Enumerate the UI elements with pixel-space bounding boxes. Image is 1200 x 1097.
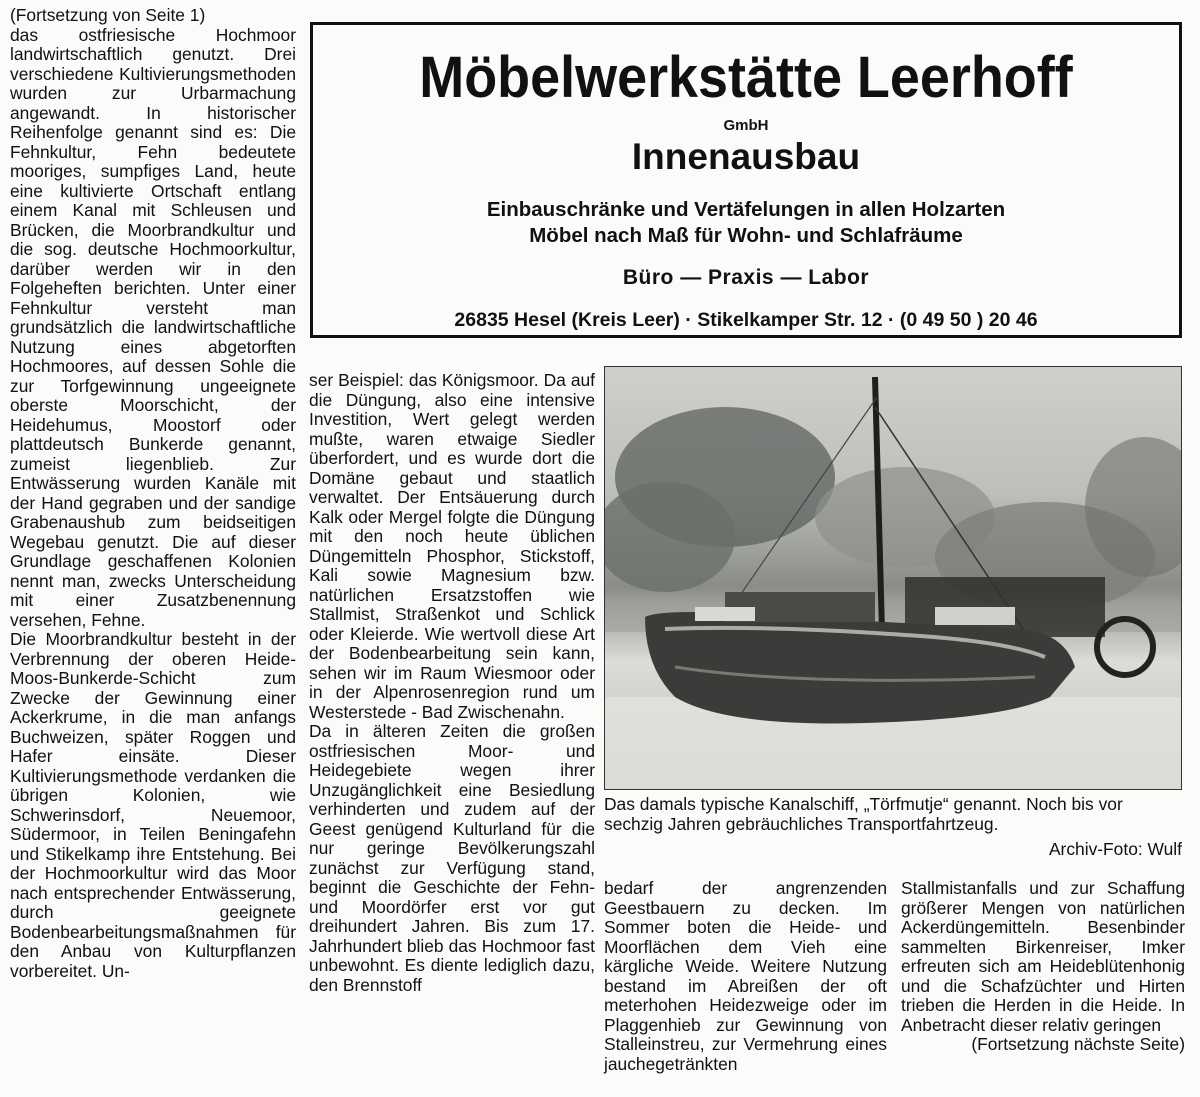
article-column-2 [309,371,595,995]
paragraph-geest: bedarf der angrenzenden Geestbauern zu decken. Im Sommer boten die Heide- und Moorflächen dem Vieh eine kärgliche Weide. Weitere Nutzung bestand im Abreißen der oft meterhohen Heidezweige oder im Plaggenhieb zur Gewinnung von Stalleinstreu, zur Vermehrung eines jauchegetränkten [604,878,887,1074]
ad-address: 26835 Hesel (Kreis Leer) · Stikelkamper Str. 12 · (0 49 50 ) 20 46 [454,309,1038,331]
ad-line-1: Einbauschränke und Vertäfelungen in allen Holzarten [486,198,1006,221]
paragraph-koenigsmoor: ser Beispiel: das Königsmoor. Da auf die Düngung, also eine intensive Investition, Wert gelegt werden mußte, waren etwaige Siedler überfordert, und es wurde dort die Domäne gebaut und staatlich verwaltet. Der Entsäuerung durch Kalk oder Mergel folgte die Düngung mit den noch heute üblichen Düngemitteln Phosphor, Stickstoff, Kali sowie Magnesium bzw. natürlichen Ersatzstoffen wie Stallmist, Straßenkot und Schlick oder Kleierde. Wie wertvoll diese Art der Bodenbearbeitung sein kann, sehen wir im Raum Wiesmoor oder in der Alpenrosenregion rund um Westerstede - Bad Zwischenahn. [309,370,595,722]
advertisement-box [310,22,1182,338]
archive-photo-boat [604,366,1182,790]
ad-company-name: Möbelwerkstätte Leerhoff [419,45,1073,110]
article-column-1 [10,6,296,981]
ad-line-2: Möbel nach Maß für Wohn- und Schlafräume [529,224,963,247]
article-column-3 [604,879,887,1074]
photo-credit: Archiv-Foto: Wulf [1048,839,1182,859]
paragraph-moorbrandkultur: Die Moorbrandkultur besteht in der Verbrennung der oberen Heide-Moos-Bunkerde-Schicht zum Zwecke der Gewinnung einer Ackerkrume, in die man anfangs Buchweizen, später Roggen und Hafer einsäte. Dieser Kultivierungsmethode verdanken die übrigen Kolonien, wie Schwerinsdorf, Neuemoor, Südermoor, in Teilen Beningafehn und Stikelkamp ihre Entstehung. Bei der Hochmoorkultur wird das Moor nach entsprechender Entwässerung, durch geeignete Bodenbearbeitungsmaßnahmen für den Anbau von Kulturpflanzen vorbereitet. Un- [10,629,296,981]
continued-from-note: (Fortsetzung von Seite 1) [10,5,206,25]
boat-photo-illustration [605,367,1182,790]
article-column-4 [901,879,1185,1055]
ad-line-3: Büro — Praxis — Labor [622,266,870,289]
paragraph-fehnkultur: das ostfriesische Hochmoor landwirtschaftlich genutzt. Drei verschiedene Kultivierungsmethoden wurden zur Urbarmachung angewandt. In historischer Reihenfolge genannt sind es: Die Fehnkultur, Fehn bedeutete mooriges, sumpfiges Land, heute eine kultivierte Ortschaft entlang einem Kanal mit Schleusen und Brücken, die Moorbrandkultur und die sog. deutsche Hochmoorkultur, darüber werden wir in den Folgeheften berichten. Unter einer Fehnkultur versteht man grundsätzlich die landwirtschaftliche Nutzung eines abgetorften Hochmoores, auf dessen Sohle die zur Torfgewinnung ungeeignete oberste Moorschicht, der Heidehumus, Moostorf oder plattdeutsch Bunkerde genannt, zumeist liegenblieb. Zur Entwässerung wurden Kanäle mit der Hand gegraben und der sandige Grabenaushub zum beidseitigen Wegebau genutzt. Die auf dieser Grundlage geschaffenen Kolonien nennt man, zwecks Unterscheidung mit einer Zusatzbenennung versehen, Fehne. [10,24,296,630]
photo-caption: Das damals typische Kanalschiff, „Törfmutje“ genannt. Noch bis vor sechzig Jahren gebräuchliches Transportfahrtzeug. [604,794,1123,834]
continued-next-note: (Fortsetzung nächste Seite) [971,1034,1185,1054]
ad-company-form: GmbH [723,117,769,134]
paragraph-heide: Stallmistanfalls und zur Schaffung größerer Mengen von natürlichen Ackerdüngemitteln. Besenbinder sammelten Birkenreiser, Imker erfreuten sich am Heideblütenhonig und die Schafzüchter und Hirten trieben die Herden in die Heide. In Anbetracht dieser relativ geringen [901,878,1185,1035]
paragraph-history: Da in älteren Zeiten die großen ostfriesischen Moor- und Heidegebiete wegen ihrer Unzugänglichkeit eine Besiedlung verhinderten und zudem auf der Geest genügend Kulturland für die nur geringe Bevölkerungszahl zunächst zur Verfügung stand, beginnt die Geschichte der Fehn- und Moordörfer erst vor gut dreihundert Jahren. Bis zum 17. Jahrhundert blieb das Hochmoor fast unbewohnt. Es diente lediglich dazu, den Brennstoff [309,721,595,995]
ad-subtitle: Innenausbau [631,136,861,177]
